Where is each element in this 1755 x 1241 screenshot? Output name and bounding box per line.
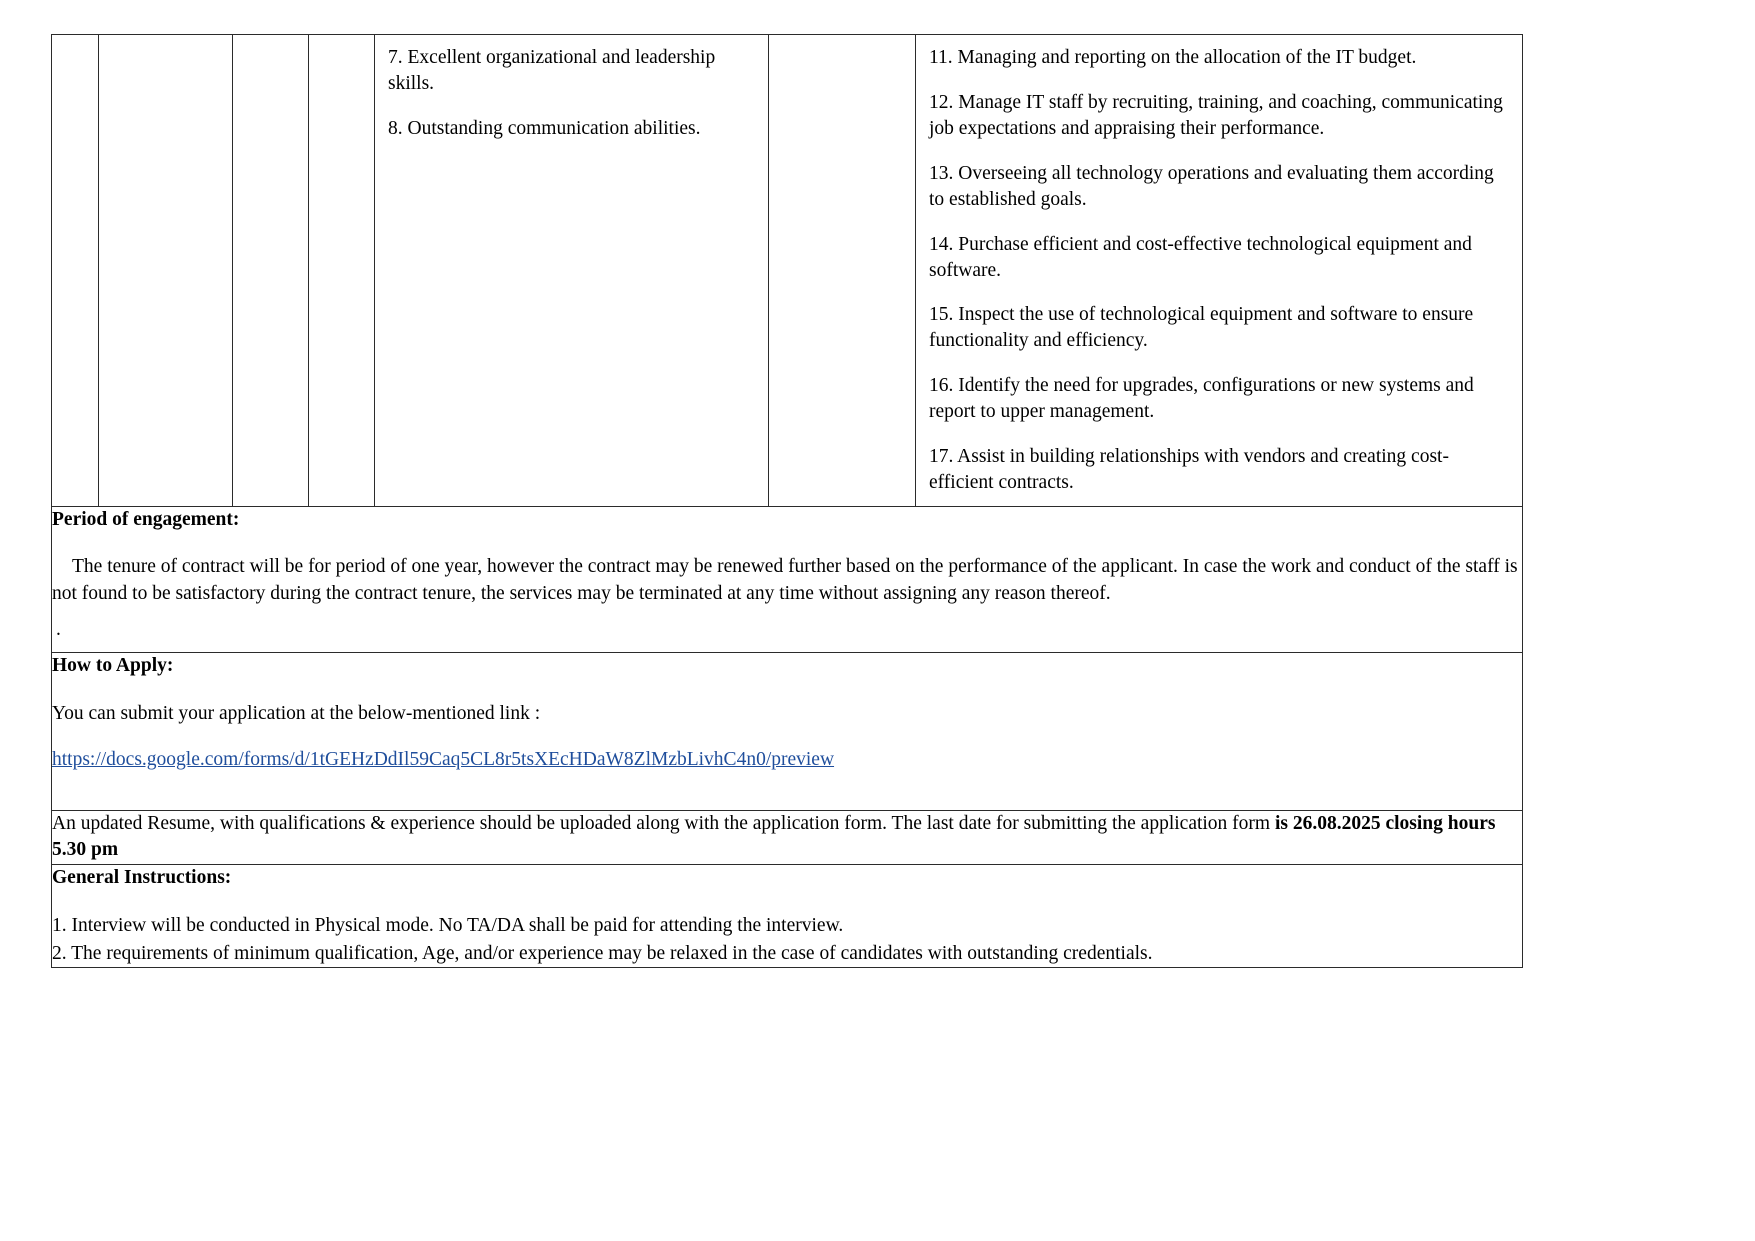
notification-table	[51, 34, 1523, 968]
spacer	[52, 607, 1522, 618]
cell-col-3-empty	[233, 35, 309, 507]
resume-note-deadline: is 26.08.2025 closing hours 5.30 pm	[52, 813, 1496, 861]
spacer	[52, 793, 1522, 810]
spacer	[52, 679, 1522, 701]
resume-note	[52, 811, 1522, 864]
spacer	[52, 771, 1522, 793]
skill-item-7: 7. Excellent organizational and leadership skills.	[388, 47, 716, 94]
resume-note-text: An updated Resume, with qualifications & experience should be uploaded along with the application form. The last date for submitting the application form	[52, 813, 1275, 834]
cell-col-2-empty	[99, 35, 233, 507]
cell-period-of-engagement	[52, 506, 1523, 652]
responsibility-item-12: 12. Manage IT staff by recruiting, training, and coaching, communicating job expectations and appraising their performance.	[929, 91, 1503, 139]
cell-skills	[375, 35, 769, 507]
spacer	[52, 641, 1522, 652]
cell-general-instructions	[52, 864, 1523, 968]
cell-col-4-empty	[309, 35, 375, 507]
general-instruction-item-2: 2. The requirements of minimum qualification, Age, and/or experience may be relaxed in the case of candidates with outstanding credentials.	[52, 942, 1153, 964]
responsibility-item-14: 14. Purchase efficient and cost-effective technological equipment and software.	[929, 233, 1472, 281]
spacer	[52, 532, 1522, 554]
cell-resume-note	[52, 811, 1523, 865]
application-form-link[interactable]: https://docs.google.com/forms/d/1tGEHzDdIl59Caq5CL8r5tsXEcHDaW8ZlMzbLivhC4n0/preview	[52, 749, 835, 770]
spacer	[52, 727, 1522, 749]
responsibility-item-13: 13. Overseeing all technology operations and evaluating them according to established goals.	[929, 162, 1494, 210]
how-to-apply-intro: You can submit your application at the below-mentioned link :	[52, 702, 541, 724]
general-instructions-heading: General Instructions:	[52, 866, 232, 888]
period-of-engagement-body: The tenure of contract will be for period of one year, however the contract may be renewed further based on the performance of the applicant. In case the work and conduct of the staff is not found to be satisfactory during the contract tenure, the services may be terminated at any time without assigning any reason thereof.	[52, 556, 1518, 604]
table-row-period-of-engagement	[52, 506, 1523, 652]
how-to-apply-heading: How to Apply:	[52, 655, 174, 677]
cell-col-1-empty	[52, 35, 99, 507]
responsibility-item-15: 15. Inspect the use of technological equipment and software to ensure functionality and efficiency.	[929, 304, 1474, 352]
cell-col-6-empty	[769, 35, 916, 507]
general-instruction-item-1: 1. Interview will be conducted in Physical mode. No TA/DA shall be paid for attending the interview.	[52, 914, 844, 936]
cell-responsibilities	[916, 35, 1523, 507]
responsibility-item-11: 11. Managing and reporting on the allocation of the IT budget.	[929, 47, 1417, 68]
cell-how-to-apply	[52, 653, 1523, 811]
responsibility-item-16: 16. Identify the need for upgrades, configurations or new systems and report to upper management.	[929, 375, 1474, 423]
skills-list	[375, 35, 768, 152]
period-of-engagement-heading: Period of engagement:	[52, 508, 240, 530]
table-row-general-instructions	[52, 864, 1523, 968]
spacer	[52, 890, 1522, 912]
table-row-resume-note	[52, 811, 1523, 865]
table-row-how-to-apply	[52, 653, 1523, 811]
skill-item-8: 8. Outstanding communication abilities.	[388, 117, 701, 139]
responsibilities-list	[916, 35, 1522, 506]
period-of-engagement-trailing-mark: .	[56, 618, 61, 640]
responsibility-item-17: 17. Assist in building relationships with vendors and creating cost-efficient contracts.	[929, 446, 1449, 494]
table-row-criteria	[52, 35, 1523, 507]
